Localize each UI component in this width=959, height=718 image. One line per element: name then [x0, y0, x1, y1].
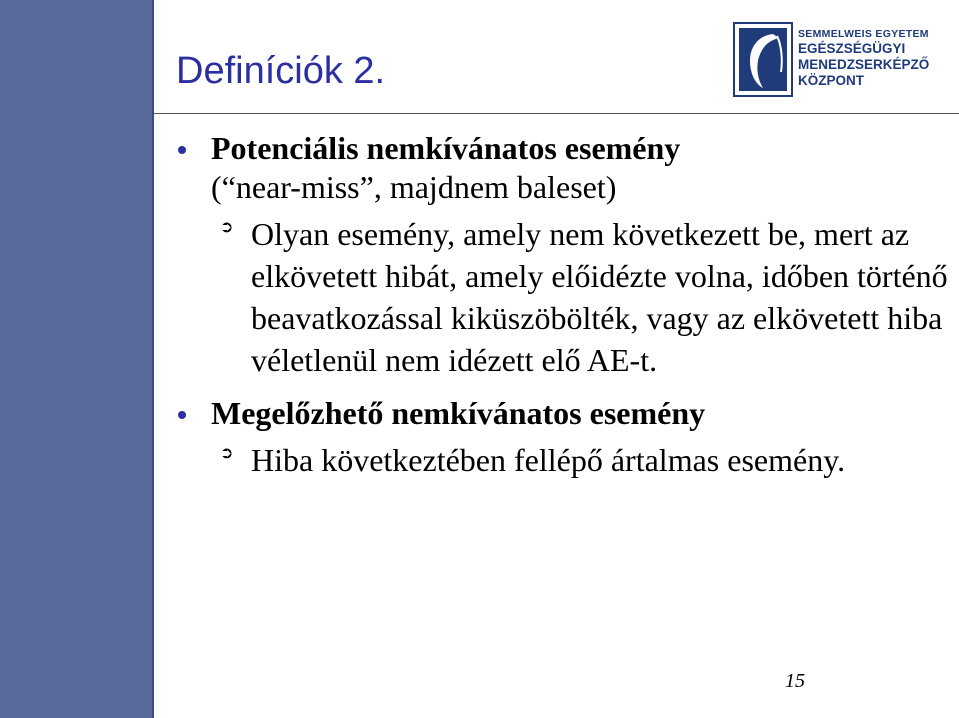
logo-line-1: EGÉSZSÉGÜGYI — [798, 41, 906, 56]
bullet-1-sub-text: Olyan esemény, amely nem következett be, mert az elkövetett hibát, amely előidézte volna, időben történő beavatkozással kiküszöbölték, vagy az elkövetett hiba véletlenül nem idézett elő AE-t. — [251, 216, 948, 378]
bullet-dot-icon — [178, 146, 186, 154]
logo-line-2: MENEDZSERKÉPZŐ — [798, 57, 930, 72]
bullet-dot-icon — [178, 411, 186, 419]
bullet-1-subheading: (“near-miss”, majdnem baleset) — [211, 169, 617, 205]
slide-title: Definíciók 2. — [176, 50, 386, 92]
bullet-2-heading: Megelőzhető nemkívánatos esemény — [211, 395, 706, 431]
bullet-1-sub — [176, 213, 951, 381]
sidebar-band — [0, 0, 152, 718]
bullet-2-sub-text: Hiba következtében fellépő ártalmas esemény. — [251, 442, 846, 478]
arrow-bullet-icon: ➲ — [220, 217, 234, 236]
logo-line-university: SEMMELWEIS EGYETEM — [798, 28, 929, 40]
title-divider — [154, 113, 959, 114]
slide-body — [176, 129, 951, 481]
bullet-2-sub — [176, 439, 951, 481]
bullet-1-heading: Potenciális nemkívánatos esemény — [211, 130, 681, 166]
bullet-2 — [176, 394, 951, 433]
logo-text — [798, 27, 929, 89]
arrow-bullet-icon: ➲ — [220, 443, 234, 462]
page-number: 15 — [785, 670, 805, 692]
logo-line-3: KÖZPONT — [798, 73, 864, 88]
sidebar-edge — [152, 0, 154, 718]
university-logo-icon — [733, 22, 793, 97]
bullet-1 — [176, 129, 951, 207]
